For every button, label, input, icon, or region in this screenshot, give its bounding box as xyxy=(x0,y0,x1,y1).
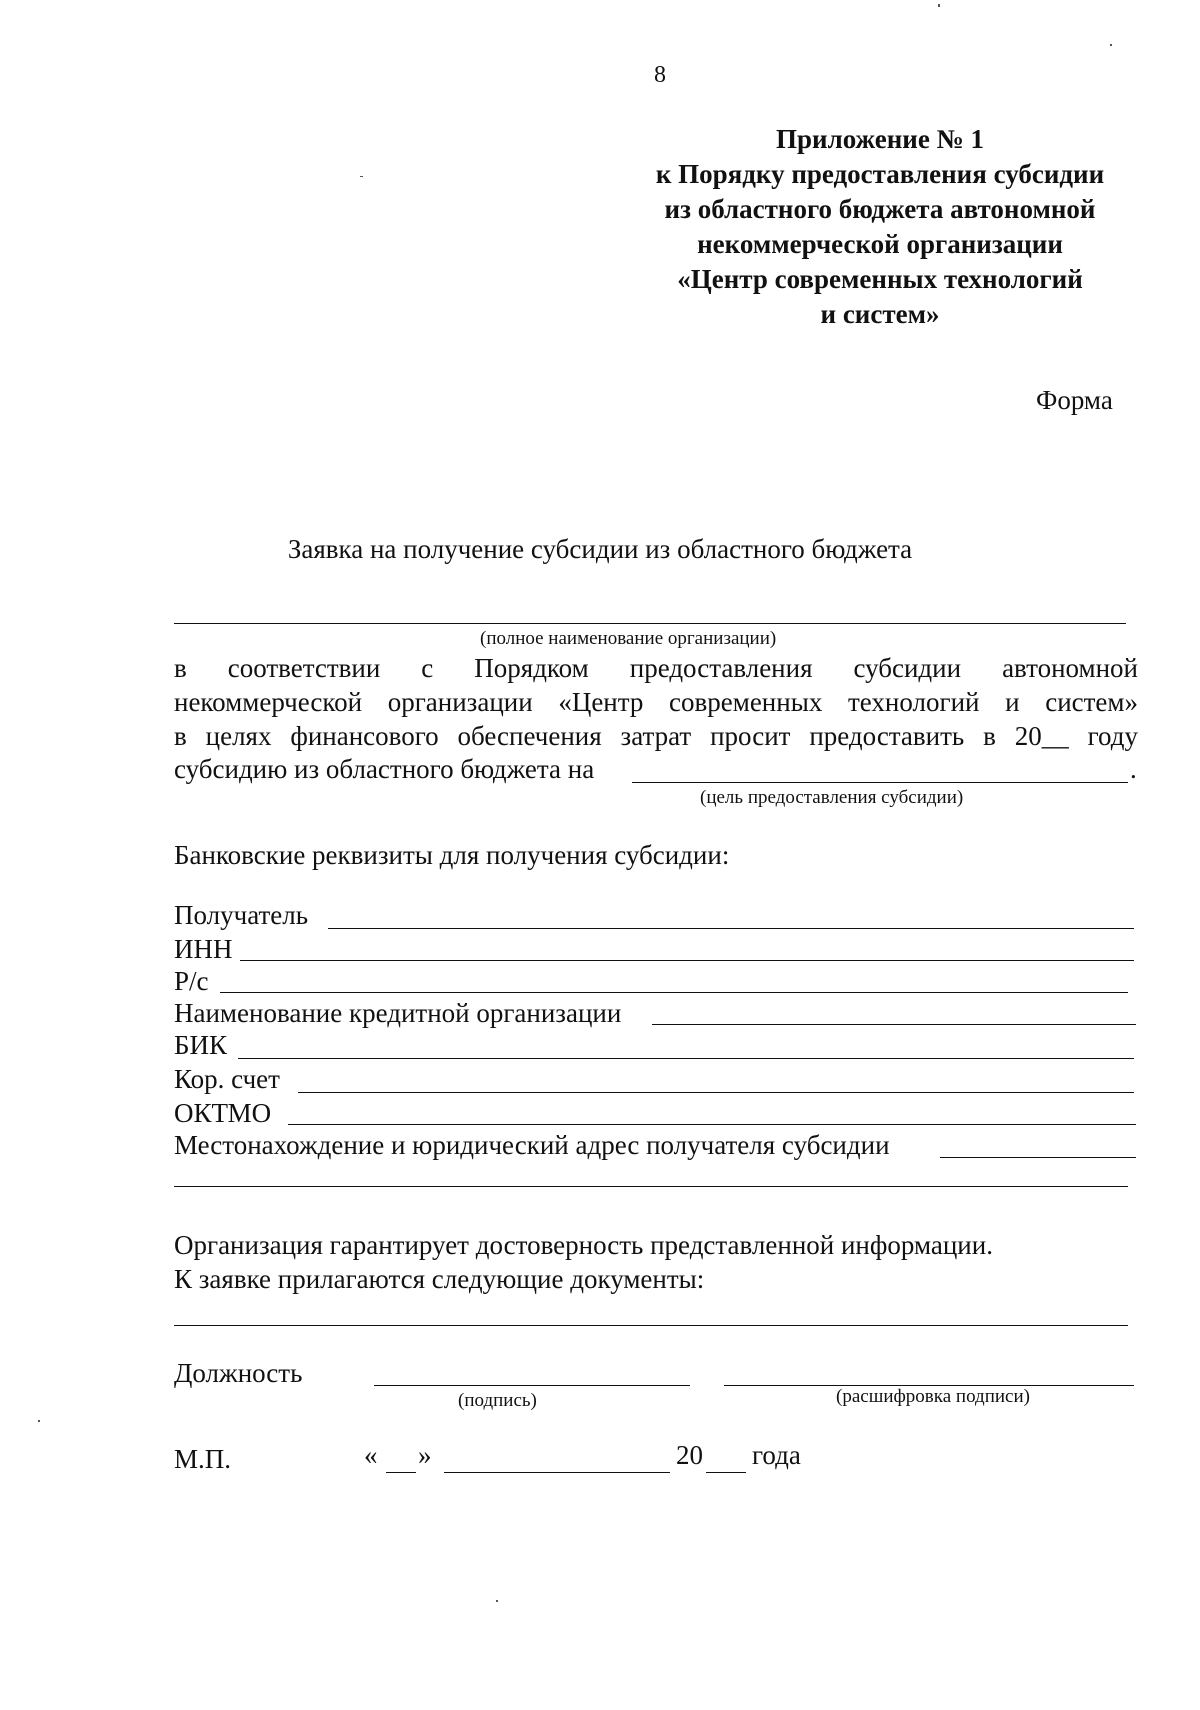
date-year-field[interactable] xyxy=(706,1472,746,1473)
decoding-caption: (расшифровка подписи) xyxy=(836,1386,1030,1407)
address-field[interactable] xyxy=(940,1157,1136,1158)
date-month-field[interactable] xyxy=(444,1472,670,1473)
inn-label: ИНН xyxy=(174,934,233,964)
oktmo-label: ОКТМО xyxy=(174,1098,272,1128)
bik-label: БИК xyxy=(174,1030,228,1060)
bank-details-heading: Банковские реквизиты для получения субсидии: xyxy=(174,840,730,870)
corr-account-field[interactable] xyxy=(298,1092,1134,1093)
bik-field[interactable] xyxy=(238,1058,1134,1059)
organization-name-field[interactable] xyxy=(174,623,1126,624)
signature-field[interactable] xyxy=(374,1385,690,1386)
signature-caption: (подпись) xyxy=(458,1390,537,1411)
account-label: Р/с xyxy=(174,966,209,996)
appendix-header xyxy=(610,122,1150,332)
date-year-prefix: 20 xyxy=(676,1440,703,1470)
account-field[interactable] xyxy=(220,992,1128,993)
stamp-label: М.П. xyxy=(174,1444,232,1474)
document-title: Заявка на получение субсидии из областного бюджета xyxy=(287,534,913,564)
appendix-line: и систем» xyxy=(820,299,940,329)
scan-speck xyxy=(938,4,940,7)
scan-speck xyxy=(1110,44,1112,46)
scan-speck xyxy=(38,1420,40,1422)
date-quote-open: « xyxy=(364,1440,378,1470)
appendix-line: некоммерческой организации xyxy=(697,229,1063,259)
oktmo-field[interactable] xyxy=(288,1124,1136,1125)
bank-name-label: Наименование кредитной организации xyxy=(174,998,622,1028)
paragraph-line-1: в соответствии с Порядком предоставления субсидии автономной xyxy=(174,653,1138,683)
address-label: Местонахождение и юридический адрес получателя субсидии xyxy=(174,1130,890,1160)
subsidy-purpose-field[interactable] xyxy=(632,782,1128,783)
organization-caption: (полное наименование организации) xyxy=(480,628,777,649)
scan-speck xyxy=(360,176,363,177)
page-number: 8 xyxy=(654,62,666,88)
attachments-field[interactable] xyxy=(174,1325,1128,1326)
appendix-line: Приложение № 1 xyxy=(776,124,984,154)
address-field-continued[interactable] xyxy=(174,1186,1128,1187)
corr-account-label: Кор. счет xyxy=(174,1064,280,1094)
paragraph-period: . xyxy=(1130,754,1137,784)
appendix-line: «Центр современных технологий xyxy=(677,264,1083,294)
scan-speck xyxy=(496,1600,498,1602)
paragraph-line-3: в целях финансового обеспечения затрат просит предоставить в 20__ году xyxy=(174,721,1138,751)
paragraph-line-2: некоммерческой организации «Центр современных технологий и систем» xyxy=(174,687,1138,717)
appendix-line: к Порядку предоставления субсидии xyxy=(655,159,1105,189)
position-label: Должность xyxy=(174,1358,303,1388)
paragraph-line-4: субсидию из областного бюджета на xyxy=(174,754,595,784)
date-year-suffix: года xyxy=(752,1440,801,1470)
date-quote-close: » xyxy=(418,1440,432,1470)
purpose-caption: (цель предоставления субсидии) xyxy=(700,787,964,808)
guarantee-statement: Организация гарантирует достоверность представленной информации. xyxy=(174,1230,993,1260)
attachments-label: К заявке прилагаются следующие документы: xyxy=(174,1264,705,1294)
bank-name-field[interactable] xyxy=(652,1024,1136,1025)
recipient-field[interactable] xyxy=(328,928,1134,929)
appendix-line: из областного бюджета автономной xyxy=(664,194,1096,224)
recipient-label: Получатель xyxy=(174,900,309,930)
date-day-field[interactable] xyxy=(386,1472,416,1473)
inn-field[interactable] xyxy=(240,960,1134,961)
form-label: Форма xyxy=(1036,385,1113,415)
